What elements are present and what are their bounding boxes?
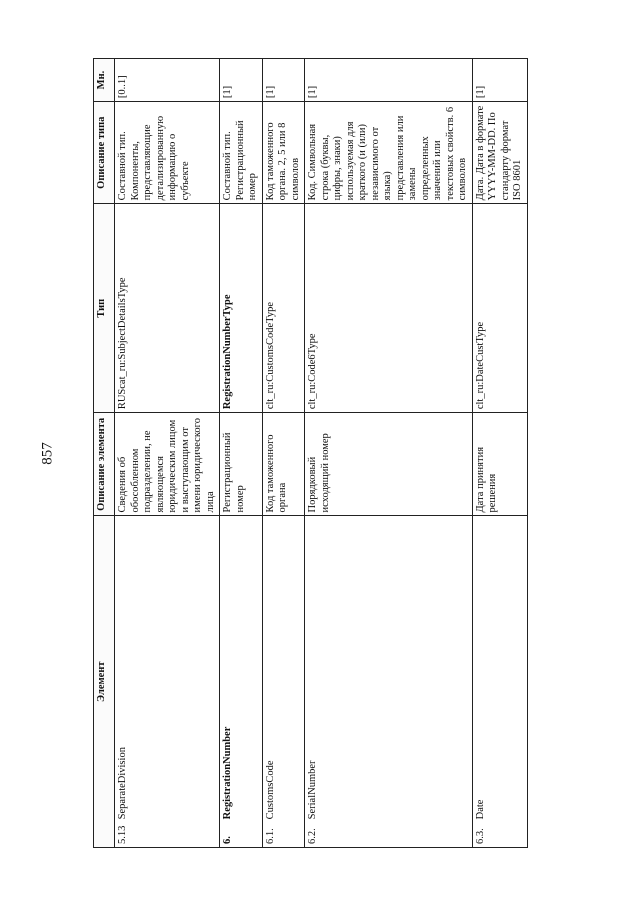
type-description-cell: Код. Символьная строка (буквы, цифры, знаки) используемая для краткого (и (или) независимого от языка) представления или замены определенных значений или текстовых свойств. 6 символов: [305, 102, 473, 204]
type-description-cell: Составной тип. Регистрационный номер: [220, 102, 263, 204]
element-description-cell: Дата принятия решения: [472, 413, 527, 516]
row-number: 5.13: [117, 825, 128, 844]
element-cell: [220, 516, 263, 848]
row-number: 6.: [222, 836, 233, 844]
element-description-cell: Регистрационный номер: [220, 413, 263, 516]
type-cell: clt_ru:CustomsCodeType: [262, 204, 305, 413]
element-cell: [115, 516, 220, 848]
table-row: [472, 59, 527, 848]
element-name: SerialNumber: [307, 760, 318, 820]
table-row: [262, 59, 305, 848]
table-row: [305, 59, 473, 848]
table-row: [220, 59, 263, 848]
multiplicity-cell: [1]: [262, 59, 305, 102]
element-description-cell: Порядковый исходящий номер: [305, 413, 473, 516]
element-name: SeparateDivision: [117, 747, 128, 820]
multiplicity-cell: [0..1]: [115, 59, 220, 102]
type-cell: RUScat_ru:SubjectDetailsType: [115, 204, 220, 413]
type-description-cell: Код таможенного органа. 2, 5 или 8 символов: [262, 102, 305, 204]
table-row: [115, 59, 220, 848]
header-multiplicity: Мн.: [94, 59, 115, 102]
element-table: [93, 58, 528, 848]
multiplicity-cell: [1]: [472, 59, 527, 102]
header-type-description: Описание типа: [94, 102, 115, 204]
element-cell: [472, 516, 527, 848]
element-cell: [262, 516, 305, 848]
page-number: 857: [39, 442, 56, 465]
document-sheet: [87, 0, 640, 858]
element-description-cell: Сведения об обособленном подразделении, не являющемся юридическим лицом и выступающим от имени юридического лица: [115, 413, 220, 516]
header-element: Элемент: [94, 516, 115, 848]
element-description-cell: Код таможенного органа: [262, 413, 305, 516]
header-type: Тип: [94, 204, 115, 413]
type-description-cell: Дата. Дата в формате YYYY-MM-DD. По стандарту формат ISO 8601: [472, 102, 527, 204]
row-number: 6.3.: [474, 828, 486, 844]
element-name: CustomsCode: [264, 760, 276, 820]
row-number: 6.2.: [307, 828, 318, 844]
row-number: 6.1.: [264, 828, 276, 844]
element-cell: [305, 516, 473, 848]
multiplicity-cell: [1]: [220, 59, 263, 102]
element-name: RegistrationNumber: [222, 726, 233, 820]
type-cell: RegistrationNumberType: [220, 204, 263, 413]
type-description-cell: Составной тип. Компоненты, представляющие детализированную информацию о субъекте: [115, 102, 220, 204]
type-cell: clt_ru:DateCustType: [472, 204, 527, 413]
table-header-row: [94, 59, 115, 848]
multiplicity-cell: [1]: [305, 59, 473, 102]
type-cell: clt_ru:Code6Type: [305, 204, 473, 413]
header-element-description: Описание элемента: [94, 413, 115, 516]
element-name: Date: [474, 799, 486, 820]
